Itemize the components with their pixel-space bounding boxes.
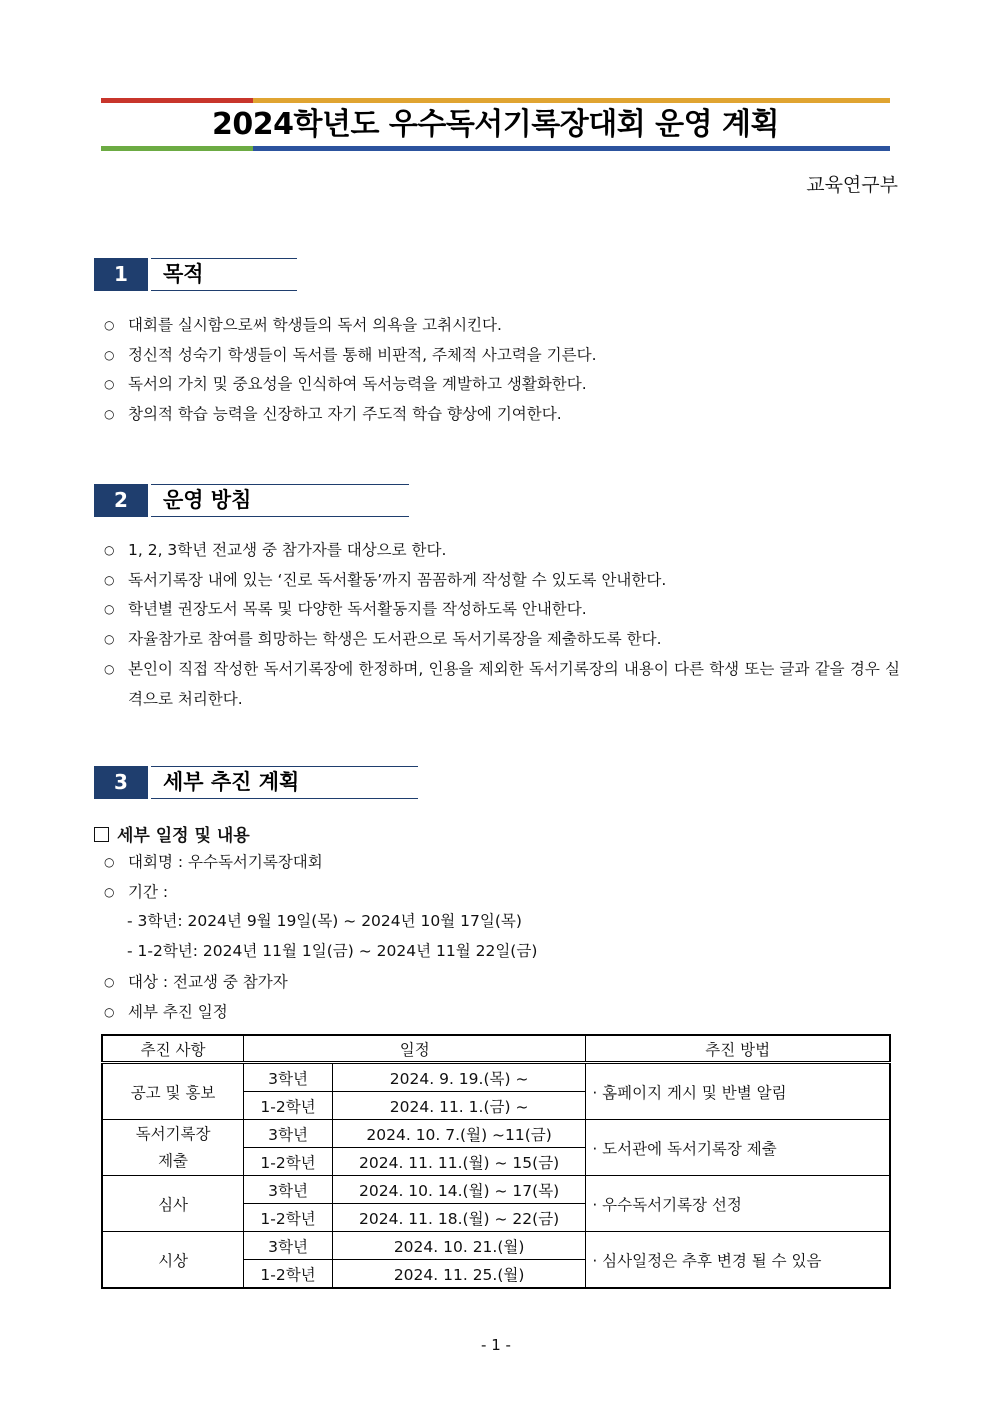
detail-list-top xyxy=(104,848,900,907)
row-grade: 3학년 xyxy=(244,1232,333,1260)
bullet-mark: ○ xyxy=(104,406,115,421)
list-item xyxy=(104,654,900,714)
table-row xyxy=(102,1063,890,1092)
bullet-text: 독서기록장 내에 있는 ‘진로 독서활동’까지 꼼꼼하게 작성할 수 있도록 안내한다. xyxy=(128,570,667,589)
bullet-text: 본인이 직접 작성한 독서기록장에 한정하며, 인용을 제외한 독서기록장의 내용이 다른 학생 또는 글과 같을 경우 실격으로 처리한다. xyxy=(128,660,900,708)
document-title: 2024학년도 우수독서기록장대회 운영 계획 xyxy=(211,107,779,142)
section-number: 2 xyxy=(94,484,148,517)
table-row xyxy=(102,1120,890,1148)
detail-subheading xyxy=(94,821,250,846)
schedule-table xyxy=(101,1034,891,1289)
period-grade3: - 3학년: 2024년 9월 19일(목) ~ 2024년 10월 17일(목) xyxy=(127,912,522,930)
row-grade: 1-2학년 xyxy=(244,1204,333,1232)
period-grade12: - 1-2학년: 2024년 11월 1일(금) ~ 2024년 11월 22일(금) xyxy=(127,942,538,960)
list-item xyxy=(104,968,900,998)
list-item xyxy=(104,998,900,1028)
department-label: 교육연구부 xyxy=(806,174,898,196)
checkbox-square-icon xyxy=(94,827,109,842)
row-date: 2024. 11. 11.(월) ~ 15(금) xyxy=(332,1148,585,1176)
subheading-text: 세부 일정 및 내용 xyxy=(117,826,250,846)
bullet-mark: ○ xyxy=(104,602,115,616)
bullet-mark: ○ xyxy=(104,543,115,557)
row-item: 공고 및 홍보 xyxy=(102,1063,244,1120)
row-date: 2024. 11. 18.(월) ~ 22(금) xyxy=(332,1204,585,1232)
target-text: 대상 : 전교생 중 참가자 xyxy=(128,973,288,991)
title-bar-top-red xyxy=(101,98,253,103)
header-schedule: 일정 xyxy=(244,1035,586,1063)
header-item: 추진 사항 xyxy=(102,1035,244,1063)
schedule-label: 세부 추진 일정 xyxy=(128,1002,228,1021)
row-grade: 1-2학년 xyxy=(244,1260,333,1289)
bullet-text: 학년별 권장도서 목록 및 다양한 독서활동지를 작성하도록 안내한다. xyxy=(128,600,587,618)
bullet-text: 창의적 학습 능력을 신장하고 자기 주도적 학습 향상에 기여한다. xyxy=(128,404,562,423)
bullet-mark: ○ xyxy=(104,377,115,391)
row-grade: 3학년 xyxy=(244,1063,333,1092)
bullet-text: 독서의 가치 및 중요성을 인식하여 독서능력을 계발하고 생활화한다. xyxy=(128,375,587,393)
list-item xyxy=(104,536,900,566)
period-label: 기간 : xyxy=(128,882,169,901)
bullet-text: 자율참가로 참여를 희망하는 학생은 도서관으로 독서기록장을 제출하도록 한다. xyxy=(128,629,662,648)
bullet-mark: ○ xyxy=(104,572,115,587)
bullet-mark: ○ xyxy=(104,318,115,332)
list-item xyxy=(104,370,900,400)
row-date: 2024. 11. 25.(월) xyxy=(332,1260,585,1289)
bullet-mark: ○ xyxy=(104,662,115,676)
list-item xyxy=(104,400,900,430)
row-date: 2024. 9. 19.(목) ~ xyxy=(332,1063,585,1092)
table-header-row xyxy=(102,1035,890,1063)
bullet-text: 1, 2, 3학년 전교생 중 참가자를 대상으로 한다. xyxy=(128,541,447,559)
header-method: 추진 방법 xyxy=(586,1035,890,1063)
detail-list-bottom xyxy=(104,968,900,1027)
contest-name: 대회명 : 우수독서기록장대회 xyxy=(128,853,323,871)
list-item xyxy=(104,566,900,596)
purpose-list xyxy=(104,311,900,429)
row-method: · 도서관에 독서기록장 제출 xyxy=(586,1120,890,1176)
row-date: 2024. 10. 7.(월) ~11(금) xyxy=(332,1120,585,1148)
page-number: - 1 - xyxy=(481,1336,511,1354)
list-item xyxy=(104,311,900,341)
row-date: 2024. 10. 21.(월) xyxy=(332,1232,585,1260)
row-grade: 3학년 xyxy=(244,1120,333,1148)
row-date: 2024. 10. 14.(월) ~ 17(목) xyxy=(332,1176,585,1204)
row-grade: 3학년 xyxy=(244,1176,333,1204)
title-bar-bottom-green xyxy=(101,146,253,151)
bullet-mark: ○ xyxy=(104,1004,115,1019)
section-number: 1 xyxy=(94,258,148,291)
row-item: 독서기록장 제출 xyxy=(102,1120,244,1176)
table-row xyxy=(102,1176,890,1204)
title-bar-bottom-blue xyxy=(253,146,890,151)
list-item xyxy=(104,848,900,878)
bullet-text: 대회를 실시함으로써 학생들의 독서 의욕을 고취시킨다. xyxy=(128,316,502,334)
title-bar-top-orange xyxy=(253,98,890,103)
bullet-mark: ○ xyxy=(104,855,115,869)
row-item: 심사 xyxy=(102,1176,244,1232)
list-item xyxy=(104,595,900,625)
table-row xyxy=(102,1232,890,1260)
row-method: · 심사일정은 추후 변경 될 수 있음 xyxy=(586,1232,890,1289)
title-banner xyxy=(101,98,890,152)
section-title: 운영 방침 xyxy=(151,484,409,517)
list-item xyxy=(104,625,900,655)
bullet-mark: ○ xyxy=(104,631,115,646)
list-item xyxy=(104,878,900,908)
row-grade: 1-2학년 xyxy=(244,1148,333,1176)
bullet-text: 정신적 성숙기 학생들이 독서를 통해 비판적, 주체적 사고력을 기른다. xyxy=(128,345,597,364)
row-date: 2024. 11. 1.(금) ~ xyxy=(332,1092,585,1120)
list-item xyxy=(104,341,900,371)
bullet-mark: ○ xyxy=(104,347,115,362)
row-method: · 홈페이지 게시 및 반별 알림 xyxy=(586,1063,890,1120)
section-title: 목적 xyxy=(151,258,297,291)
bullet-mark: ○ xyxy=(104,884,115,899)
row-method: · 우수독서기록장 선정 xyxy=(586,1176,890,1232)
bullet-mark: ○ xyxy=(104,975,115,989)
section-number: 3 xyxy=(94,766,148,799)
row-grade: 1-2학년 xyxy=(244,1092,333,1120)
policy-list xyxy=(104,536,900,714)
section-title: 세부 추진 계획 xyxy=(151,766,418,799)
row-item: 시상 xyxy=(102,1232,244,1289)
